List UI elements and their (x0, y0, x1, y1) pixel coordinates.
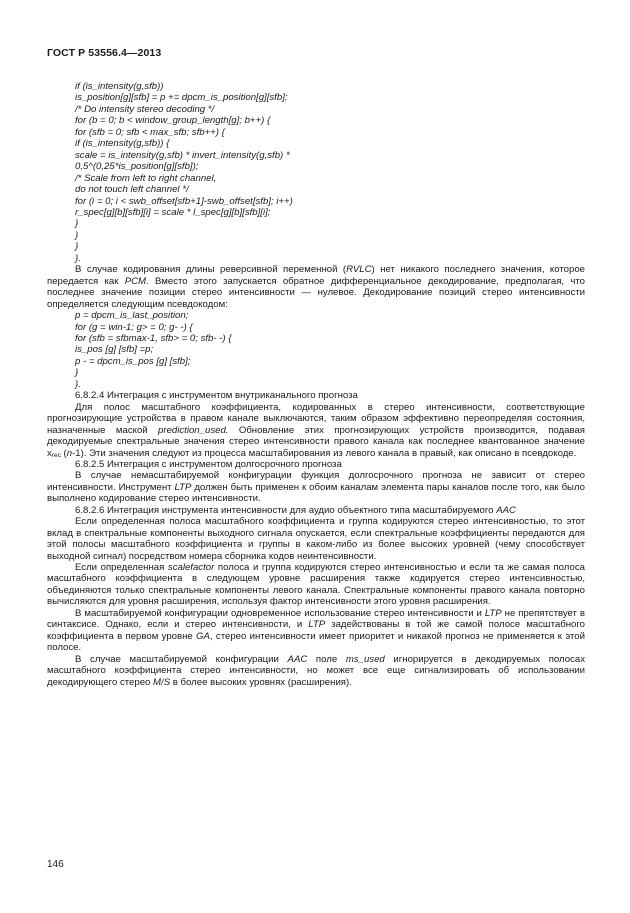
page-content (47, 81, 585, 688)
code-block-intensity (47, 81, 585, 264)
code-line: for (i = 0; i < swb_offset[sfb+1]-swb_offset[sfb]; i++) (75, 195, 293, 207)
code-line: for (sfb = 0; sfb < max_sfb; sfb++) { (75, 126, 225, 138)
code-line: is_pos [g] [sfb] =p; (75, 344, 154, 356)
document-header: ГОСТ Р 53556.4—2013 (47, 47, 162, 59)
paragraph-6826-3: В масштабируемой конфигурации одновременное использование стерео интенсивности и LTP не препятствует в синтаксисе. Однако, если и стерео интенсивности, и LTP задействованы в той же самой полосе масштабного коэффициента в первом уровне GA, стерео интенсивности имеет приоритет и никакой прогноз не применяется к этой полосе. (47, 607, 585, 654)
code-line: }. (75, 378, 81, 390)
code-line: } (75, 218, 79, 230)
code-line: } (75, 229, 79, 241)
code-line: /* Scale from left to right channel, (75, 172, 217, 184)
code-line: } (75, 367, 79, 379)
paragraph-6826-1: Если определенная полоса масштабного коэффициента и группа кодируются стерео интенсивностью, то этот вклад в спектральные компоненты выходного сигнала опускается, если спектральные коэффициенты передаются для этой полосы масштабного коэффициента и группы в каком-либо из более высоких уровней (чему способствует выходной сигнал) посредством номера сборника кодов неинтенсивности. (47, 516, 585, 562)
paragraph-rvlc: В случае кодирования длины реверсивной переменной (RVLC) нет никакого последнего значения, которое передается как PCM. Вместо этого запускается обратное дифференциальное декодирование, предполагая, что последнее значение позиции стерео интенсивности — нулевое. Декодирование позиций стерео интенсивности определяется следующим псевдокодом: (47, 264, 585, 310)
code-line: if (is_intensity(g,sfb)) (75, 81, 164, 92)
code-line: is_position[g][sfb] = p += dpcm_is_position[g][sfb]; (75, 92, 288, 104)
code-line: scale = is_intensity(g,sfb) * invert_intensity(g,sfb) * (75, 149, 290, 161)
code-block-rvlc (47, 310, 585, 390)
code-line: p - = dpcm_is_pos [g] [sfb]; (75, 355, 191, 367)
code-line: } (75, 241, 79, 253)
paragraph-6826-4: В случае масштабируемой конфигурации AAC поле ms_used игнорируется в декодируемых полосах масштабного коэффициента стерео интенсивности, но может все еще сигнализировать об использовании декодирующего стерео M/S в более высоких уровнях (расширения). (47, 653, 585, 688)
code-line: 0,5^(0,25*is_position[g][sfb]); (75, 161, 199, 173)
paragraph-6824: Для полос масштабного коэффициента, кодированных в стерео интенсивности, соответствующие прогнозирующие устройства в правом канале выключаются, таким образом эффективно переопределяя состояния, назначенные маской prediction_used. Обновление этих прогнозирующих устройств производится, подавая декодируемые спектральные значения стерео интенсивности правого канала как последнее квантованное значение $x_{rec}$ (n-1). Эти значения следуют из процесса масштабирования из левого канала в правый, как описано в псевдокоде. (47, 401, 585, 459)
code-line: if (is_intensity(g,sfb)) { (75, 138, 170, 150)
code-line: r_spec[g][b][sfb][i] = scale * l_spec[g][b][sfb][i]; (75, 206, 271, 218)
code-line: for (sfb = sfbmax-1, sfb> = 0; sfb- -) { (75, 332, 232, 344)
code-line: /* Do intensity stereo decoding */ (75, 103, 215, 115)
section-heading-6826: 6.8.2.6 Интеграция инструмента интенсивности для аудио объектного типа масштабируемого AAC (75, 504, 516, 516)
section-heading-6824: 6.8.2.4 Интеграция с инструментом внутриканального прогноза (75, 390, 358, 402)
code-line: }. (75, 252, 81, 264)
paragraph-6825: В случае немасштабируемой конфигурации функция долгосрочного прогноза не зависит от стерео интенсивности. Инструмент LTP должен быть применен к обоим каналам элемента пары каналов после того, как было выполнено кодирование стерео интенсивности. (47, 470, 585, 505)
page-number: 146 (47, 859, 64, 870)
code-line: do not touch left channel */ (75, 184, 189, 196)
section-heading-6825: 6.8.2.5 Интеграция с инструментом долгосрочного прогноза (75, 458, 342, 470)
code-line: for (b = 0; b < window_group_length[g]; b++) { (75, 115, 271, 127)
code-line: p = dpcm_is_last_position; (75, 310, 189, 322)
code-line: for (g = win-1; g> = 0; g- -) { (75, 321, 193, 333)
paragraph-6826-2: Если определенная scalefactor полоса и группа кодируются стерео интенсивностью и если та же самая полоса масштабного коэффициента в следующем уровне расширения также кодируется стерео интенсивностью, объединяются только спектральные компоненты левого канала. Спектральные компоненты правого канала повторно вычисляются для уровня расширения, используя фактор интенсивности этого уровня расширения. (47, 562, 585, 608)
